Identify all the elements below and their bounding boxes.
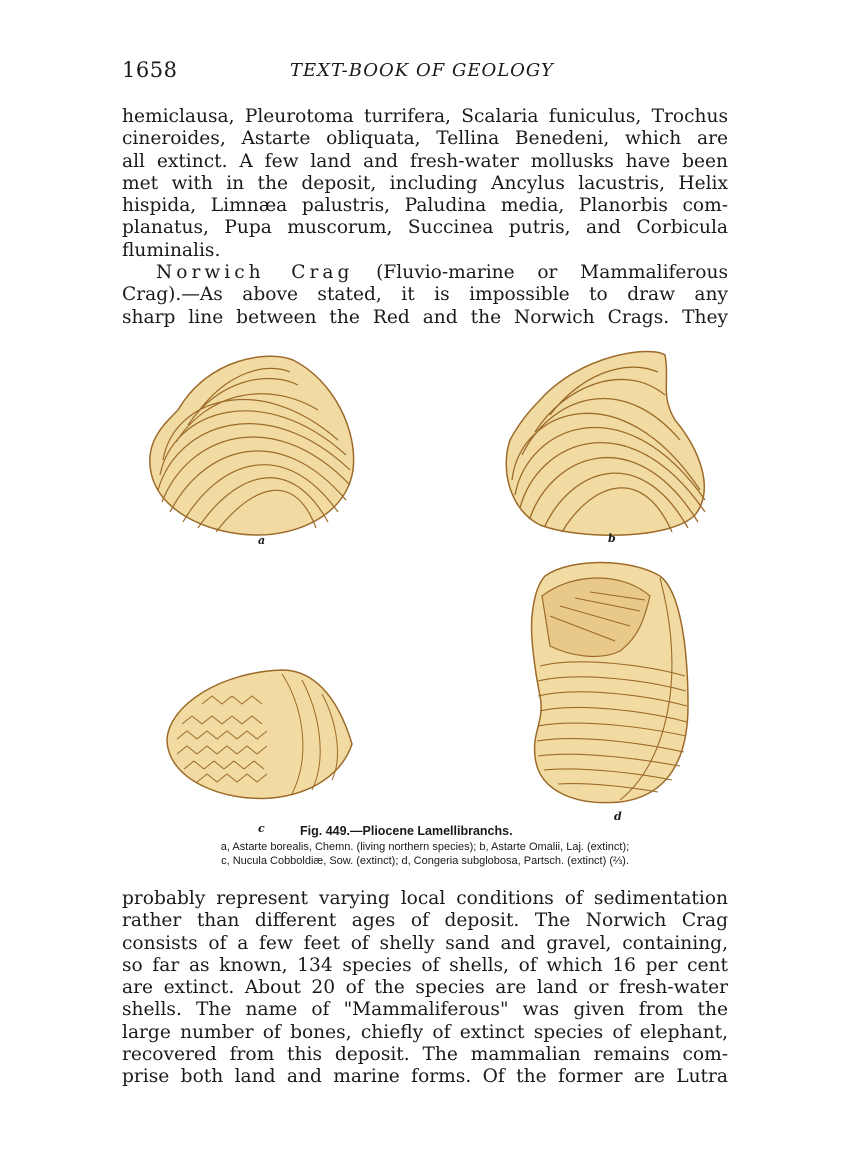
text-line: shells. The name of "Mammaliferous" was given from the xyxy=(122,999,728,1021)
text-line: are extinct. About 20 of the species are land or fresh-water xyxy=(122,977,728,999)
text-line: met with in the deposit, including Ancylus lacustris, Helix xyxy=(122,172,728,194)
text-line: recovered from this deposit. The mammalian remains com- xyxy=(122,1044,728,1066)
text-line: hemiclausa, Pleurotoma turrifera, Scalaria funiculus, Trochus xyxy=(122,106,728,127)
text-line: fluminalis. xyxy=(122,239,221,261)
caption-line: a, Astarte borealis, Chemn. (living northern species); b, Astarte Omalii, Laj. (extinct); xyxy=(220,841,630,853)
figure-label-b: b xyxy=(608,532,616,545)
paragraph-top xyxy=(122,106,728,329)
shell-illustration-c xyxy=(162,664,358,804)
caption-line: c, Nucula Cobboldiæ, Sow. (extinct); d, Congeria subglobosa, Partsch. (extinct) (⅔). xyxy=(221,855,629,867)
figure-caption-title: Fig. 449.—Pliocene Lamellibranchs. xyxy=(300,824,513,838)
heading-continuation: (Fluvio-marine or Mammaliferous xyxy=(353,262,729,284)
text-line: planatus, Pupa muscorum, Succinea putris, and Corbicula xyxy=(122,217,728,239)
section-heading: Norwich Crag xyxy=(156,262,354,284)
text-line: cineroides, Astarte obliquata, Tellina Benedeni, which are xyxy=(122,128,728,150)
text-line: hispida, Limnæa palustris, Paludina media, Planorbis com- xyxy=(122,195,728,217)
figure-label-c: c xyxy=(258,822,265,835)
page-header xyxy=(122,58,728,88)
paragraph-bottom xyxy=(122,888,728,1089)
text-line: consists of a few feet of shelly sand and gravel, containing, xyxy=(122,932,728,954)
shell-illustration-d xyxy=(520,556,700,804)
shell-illustration-b xyxy=(500,340,720,540)
text-line: so far as known, 134 species of shells, of which 16 per cent xyxy=(122,954,728,976)
figure-label-d: d xyxy=(614,810,622,823)
figure-449 xyxy=(122,328,728,868)
text-line: sharp line between the Red and the Norwich Crags. They xyxy=(122,306,728,328)
page-number: 1658 xyxy=(122,58,178,82)
figure-label-a: a xyxy=(258,534,266,547)
text-line: probably represent varying local conditions of sedimentation xyxy=(122,888,728,909)
text-line xyxy=(122,262,728,284)
figure-caption xyxy=(122,840,728,868)
text-line: prise both land and marine forms. Of the former are Lutra xyxy=(122,1066,728,1088)
text-line: rather than different ages of deposit. The Norwich Crag xyxy=(122,910,728,932)
text-line: Crag).—As above stated, it is impossible to draw any xyxy=(122,284,728,306)
running-title: TEXT-BOOK OF GEOLOGY xyxy=(290,60,554,81)
text-line: large number of bones, chiefly of extinct species of elephant, xyxy=(122,1021,728,1043)
shell-illustration-a xyxy=(148,340,368,540)
text-line: all extinct. A few land and fresh-water mollusks have been xyxy=(122,150,728,172)
